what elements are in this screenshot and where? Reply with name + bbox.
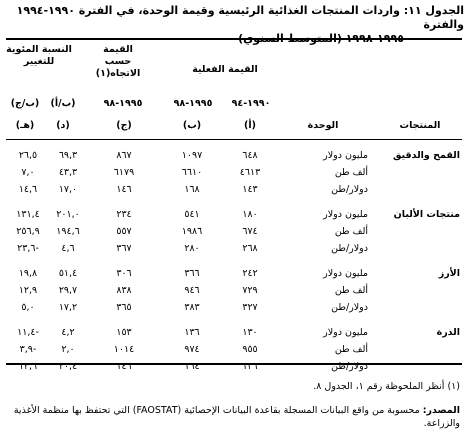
header-period-a: ١٩٩٠-٩٤	[231, 98, 271, 109]
source-note	[8, 404, 460, 430]
product-name: الأرز	[438, 268, 460, 279]
value-cell-a: ١٣٦	[242, 361, 258, 372]
value-cell-h: ١٤,٦	[18, 184, 38, 195]
unit-cell: دولار/طن	[331, 184, 368, 195]
value-cell-c: ٣٦٥	[116, 302, 132, 313]
header-letter-b: (ب)	[182, 120, 202, 131]
value-cell-d: ٥١,٤	[58, 268, 78, 279]
header-period-c: ١٩٩٥-٩٨	[103, 98, 143, 109]
value-cell-b: ٩٤٦	[184, 285, 200, 296]
value-cell-h: ١٢,٦	[18, 361, 38, 372]
value-cell-d: ١٩٤,٦	[56, 226, 80, 237]
value-cell-a: ٩٥٥	[242, 344, 258, 355]
unit-cell: مليون دولار	[323, 209, 368, 220]
value-cell-d: ٢٠١,٠	[56, 209, 80, 220]
value-cell-c: ٣٠٦	[116, 268, 132, 279]
unit-cell: ألف طن	[334, 167, 368, 178]
header-letter-a: (أ)	[244, 120, 256, 131]
value-cell-h: ٢٥٦,٩	[16, 226, 40, 237]
value-cell-b: ٦٦١٠	[181, 167, 203, 178]
header-trend-line1: القيمة	[103, 44, 133, 55]
unit-cell: مليون دولار	[323, 327, 368, 338]
header-trend-value	[86, 44, 150, 80]
value-cell-b: ٣٦٦	[184, 268, 200, 279]
header-products: المنتجات	[399, 120, 441, 131]
value-cell-a: ١٨٠	[242, 209, 258, 220]
value-cell-a: ٦٤٨	[242, 150, 258, 161]
product-name: الذرة	[436, 327, 460, 338]
title-line-2: ١٩٩٥-١٩٩٨ (المتوسط السنوي)	[238, 32, 404, 45]
footnote: (١) أنظر الملحوظة رقم ١، الجدول ٨.	[313, 381, 460, 392]
value-cell-c: ١٥٣	[116, 327, 132, 338]
value-cell-h: ١٢,٩	[18, 285, 38, 296]
unit-cell: مليون دولار	[323, 268, 368, 279]
unit-cell: مليون دولار	[323, 150, 368, 161]
value-cell-b: ٥٤١	[184, 209, 200, 220]
header-letter-d: (د)	[56, 120, 70, 131]
value-cell-c: ٥٥٧	[116, 226, 132, 237]
value-cell-b: ٩٧٤	[184, 344, 200, 355]
header-bottom-rule	[6, 139, 462, 140]
value-cell-b: ١٣٦	[184, 327, 200, 338]
value-cell-d: ٢,٠	[61, 344, 75, 355]
value-cell-a: ٢٤٢	[242, 268, 258, 279]
value-cell-c: ٣٦٧	[116, 243, 132, 254]
unit-cell: دولار/طن	[331, 302, 368, 313]
value-cell-h: ١٣١,٤	[16, 209, 40, 220]
unit-cell: ألف طن	[334, 226, 368, 237]
header-letter-c: (ج)	[116, 120, 132, 131]
value-cell-a: ٣٢٧	[242, 302, 258, 313]
value-cell-d: ١٧,٢	[58, 302, 78, 313]
value-cell-h: -٣,٩	[19, 344, 37, 355]
value-cell-d: ٤٣,٣	[58, 167, 78, 178]
header-period-b: ١٩٩٥-٩٨	[173, 98, 213, 109]
value-cell-c: ١٤٦	[116, 361, 132, 372]
header-pct-change	[6, 44, 72, 68]
value-cell-a: ٤٦١٣	[239, 167, 261, 178]
header-ratio-ba: (ب/أ)	[50, 98, 76, 109]
value-cell-d: ٢٩,٧	[58, 285, 78, 296]
value-cell-d: ٤,٦	[61, 243, 75, 254]
header-actual-value: القيمة الفعلية	[192, 64, 258, 75]
unit-cell: ألف طن	[334, 344, 368, 355]
value-cell-d: ٦٩,٣	[58, 150, 78, 161]
table-top-rule	[6, 38, 462, 40]
value-cell-b: ٣٨٣	[184, 302, 200, 313]
value-cell-d: ٤,٢	[61, 327, 75, 338]
unit-cell: دولار/طن	[331, 361, 368, 372]
source-label: المصدر:	[422, 405, 460, 416]
value-cell-c: ٨٦٧	[116, 150, 132, 161]
value-cell-c: ٦١٧٩	[113, 167, 135, 178]
value-cell-c: ١٤٦	[116, 184, 132, 195]
value-cell-h: ١٩,٨	[18, 268, 38, 279]
value-cell-h: -١١,٤	[17, 327, 39, 338]
value-cell-h: ٧,٠	[21, 167, 35, 178]
header-ratio-bc: (ب/ج)	[10, 98, 40, 109]
header-pct-change-line2: للتغيير	[23, 56, 55, 67]
product-name: القمح والدقيق	[392, 150, 460, 161]
title-line-1: الجدول ١١: واردات المنتجات الغذائية الرئيسية وقيمة الوحدة، في الفترة ١٩٩٠-١٩٩٤ والفترة	[16, 4, 464, 31]
value-cell-c: ١٠١٤	[113, 344, 135, 355]
value-cell-a: ١٤٣	[242, 184, 258, 195]
value-cell-h: ٥,٠	[21, 302, 35, 313]
value-cell-a: ٢٦٨	[242, 243, 258, 254]
header-trend-line3: الاتجاه(١)	[95, 68, 141, 79]
table-bottom-rule	[6, 363, 462, 365]
unit-cell: دولار/طن	[331, 243, 368, 254]
header-letter-h: (هـ)	[15, 120, 35, 131]
value-cell-a: ٧٢٩	[242, 285, 258, 296]
value-cell-a: ١٣٠	[242, 327, 258, 338]
value-cell-h: -٢٣,٦	[17, 243, 39, 254]
value-cell-h: ٢٦,٥	[18, 150, 38, 161]
value-cell-b: ٢٨٠	[184, 243, 200, 254]
header-pct-change-line1: النسبة المئوية	[6, 44, 72, 55]
value-cell-a: ٦٧٤	[242, 226, 258, 237]
value-cell-c: ٨٣٨	[116, 285, 132, 296]
unit-cell: ألف طن	[334, 285, 368, 296]
header-trend-line2: حسب	[104, 56, 132, 67]
value-cell-b: ١٠٩٧	[181, 150, 203, 161]
value-cell-b: ١٦٤	[184, 361, 200, 372]
value-cell-d: ٢٠,٤	[58, 361, 78, 372]
value-cell-b: ١٩٨٦	[181, 226, 203, 237]
source-text: محسوبة من واقع البيانات المسجلة بقاعدة البيانات الإحصائية (FAOSTAT) التي تحتفظ بها منظمة الأغذية والزراعة.	[13, 405, 460, 429]
header-unit: الوحدة	[307, 120, 339, 131]
value-cell-b: ١٦٨	[184, 184, 200, 195]
value-cell-c: ٢٣٤	[116, 209, 132, 220]
product-name: منتجات الألبان	[393, 209, 460, 220]
value-cell-d: ١٧,٠	[58, 184, 78, 195]
